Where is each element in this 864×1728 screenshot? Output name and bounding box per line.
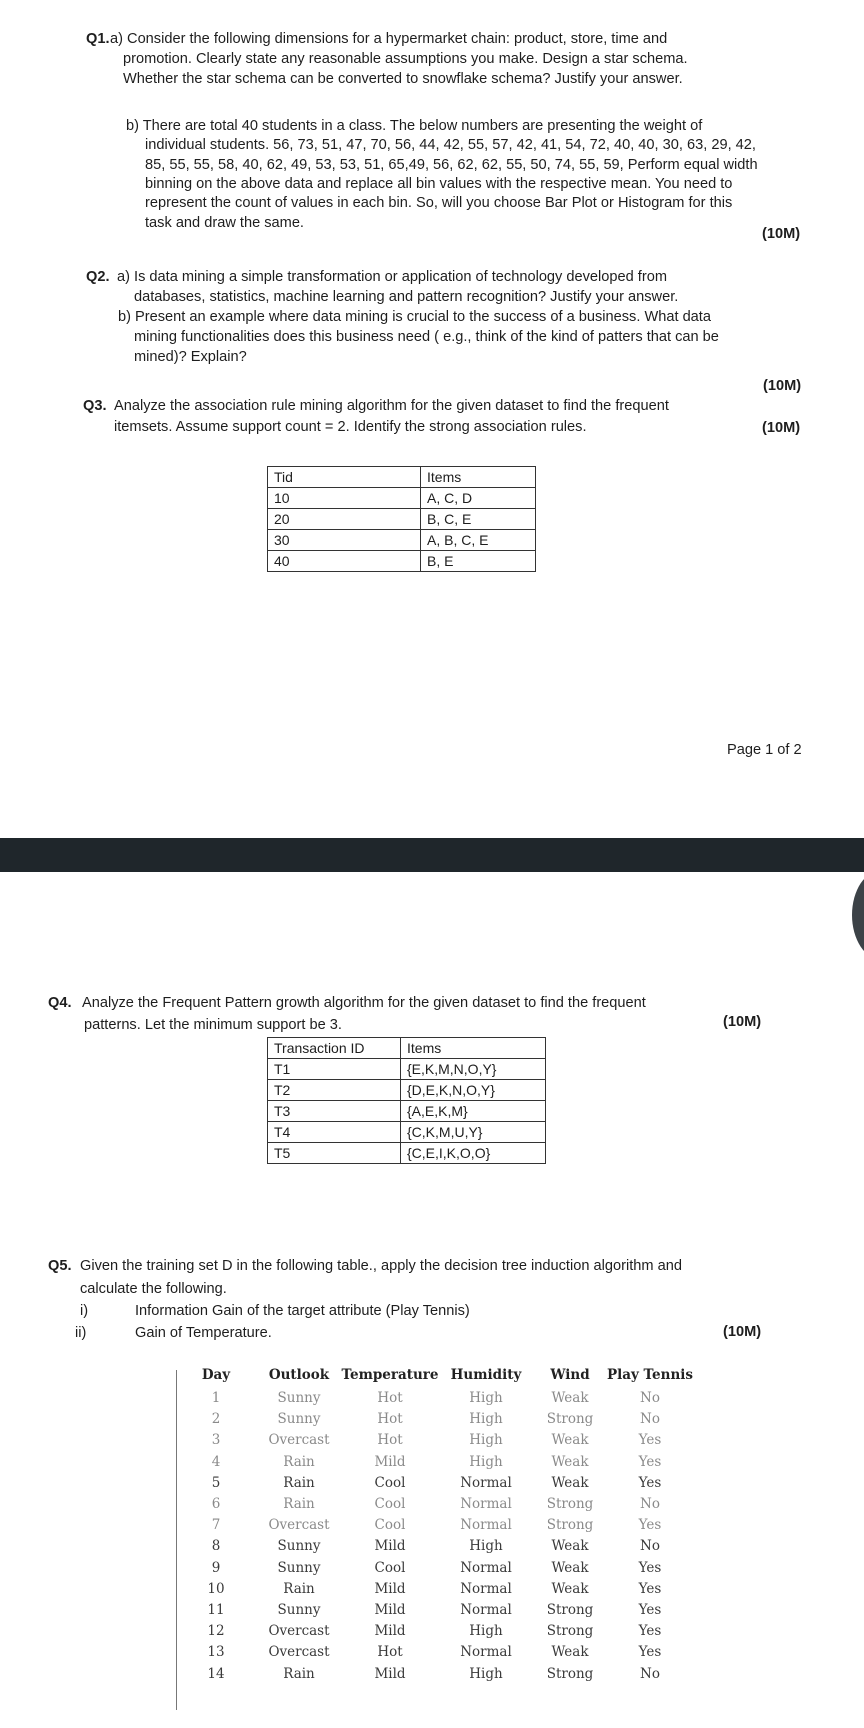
table-row	[268, 509, 536, 530]
table-header-cell: Play Tennis	[606, 1367, 694, 1383]
table-header-cell: Items	[421, 467, 536, 488]
table-row	[268, 1059, 546, 1080]
table-cell: Overcast	[268, 1644, 330, 1661]
table-cell: B, E	[421, 551, 536, 572]
q3-marks: (10M)	[762, 420, 801, 436]
table-cell: Mild	[374, 1665, 406, 1682]
q1-marks: (10M)	[762, 226, 801, 242]
table-cell: Normal	[460, 1474, 512, 1491]
q2-number: Q2.	[86, 269, 110, 285]
q4-line-2: patterns. Let the minimum support be 3.	[84, 1017, 342, 1033]
table-header-cell: Items	[401, 1038, 546, 1059]
table-cell: 1	[211, 1390, 221, 1406]
table-cell: Weak	[551, 1580, 589, 1597]
table-cell: Yes	[638, 1559, 662, 1576]
q3-line-2: itemsets. Assume support count = 2. Identify the strong association rules.	[114, 419, 587, 435]
table-cell: Rain	[283, 1665, 315, 1682]
table-cell: Weak	[551, 1474, 589, 1491]
table-row	[268, 551, 536, 572]
table-cell: T5	[268, 1143, 401, 1164]
q5-marks: (10M)	[723, 1324, 762, 1340]
table-cell: 20	[268, 509, 421, 530]
table-cell: T2	[268, 1080, 401, 1101]
table-cell: Sunny	[277, 1538, 321, 1555]
table-header-cell: Wind	[550, 1367, 590, 1383]
table-cell: 14	[207, 1665, 225, 1682]
table-cell: {A,E,K,M}	[401, 1101, 546, 1122]
table-row	[268, 488, 536, 509]
q5-item-2-label: ii)	[75, 1325, 87, 1341]
table-cell: Yes	[638, 1623, 662, 1640]
q2-b-line-3: mined)? Explain?	[134, 349, 247, 365]
table-cell: Yes	[638, 1580, 662, 1597]
table-cell: No	[640, 1496, 660, 1512]
table-cell: Weak	[551, 1453, 589, 1470]
table-row	[172, 1496, 702, 1518]
table-cell: 13	[207, 1644, 225, 1661]
table-cell: A, B, C, E	[421, 530, 536, 551]
table-cell: Strong	[546, 1496, 594, 1512]
page-footer: Page 1 of 2	[727, 742, 802, 758]
q1-b-line-3: 85, 55, 55, 58, 40, 62, 49, 53, 53, 51, 65,49, 56, 62, 62, 55, 50, 74, 55, 59, Perform equal width	[145, 157, 758, 173]
q5-item-1-text: Information Gain of the target attribute (Play Tennis)	[135, 1303, 470, 1319]
table-cell: 5	[211, 1474, 221, 1491]
q1-b-line-2: individual students. 56, 73, 51, 47, 70, 56, 44, 42, 55, 57, 42, 41, 54, 72, 40, 40, 30, 63, 29, 42,	[145, 137, 756, 153]
table-cell: Yes	[638, 1644, 662, 1661]
table-cell: High	[469, 1390, 503, 1406]
table-cell: Strong	[546, 1602, 594, 1618]
q4-marks: (10M)	[723, 1014, 762, 1030]
table-cell: 30	[268, 530, 421, 551]
table-cell: No	[640, 1390, 660, 1406]
q4-table	[267, 1037, 546, 1164]
table-row	[172, 1623, 702, 1645]
table-cell: No	[640, 1665, 660, 1682]
table-cell: 40	[268, 551, 421, 572]
page-divider	[0, 838, 864, 872]
table-cell: Normal	[460, 1580, 512, 1597]
table-cell: Weak	[551, 1538, 589, 1555]
scroll-handle[interactable]	[852, 870, 864, 960]
q1-number: Q1.	[86, 31, 110, 47]
table-cell: Rain	[283, 1496, 315, 1512]
table-cell: Yes	[638, 1453, 662, 1470]
table-row	[268, 1080, 546, 1101]
table-cell: High	[469, 1665, 503, 1682]
table-cell: 6	[211, 1496, 221, 1512]
table-cell: {E,K,M,N,O,Y}	[401, 1059, 546, 1080]
table-header-cell: Temperature	[341, 1367, 439, 1383]
q2-b-line-1: b) Present an example where data mining is crucial to the success of a business. What data	[118, 309, 711, 325]
table-row	[172, 1390, 702, 1412]
q2-a-line-1: a) Is data mining a simple transformation or application of technology developed from	[117, 269, 667, 285]
table-cell: Hot	[377, 1411, 403, 1428]
q1-b-line-4: binning on the above data and replace all bin values with the respective mean. You need to	[145, 176, 733, 192]
q5-line-2: calculate the following.	[80, 1281, 227, 1297]
table-cell: {D,E,K,N,O,Y}	[401, 1080, 546, 1101]
q4-line-1: Analyze the Frequent Pattern growth algorithm for the given dataset to find the frequent	[82, 995, 646, 1011]
table-row	[268, 530, 536, 551]
table-cell: Rain	[283, 1580, 315, 1597]
table-cell: High	[469, 1538, 503, 1555]
table-cell: Yes	[638, 1517, 662, 1534]
table-row	[172, 1517, 702, 1539]
table-cell: Yes	[638, 1474, 662, 1491]
table-cell: 10	[268, 488, 421, 509]
table-cell: Rain	[283, 1474, 315, 1491]
q2-b-line-2: mining functionalities does this business need ( e.g., think of the kind of patters that can be	[134, 329, 719, 345]
table-cell: Normal	[460, 1559, 512, 1576]
table-cell: Weak	[551, 1559, 589, 1576]
table-cell: 12	[207, 1623, 225, 1640]
table-cell: Strong	[546, 1411, 594, 1428]
table-header-cell: Humidity	[450, 1367, 522, 1383]
q3-number: Q3.	[83, 398, 107, 414]
table-cell: Hot	[377, 1432, 403, 1449]
table-cell: B, C, E	[421, 509, 536, 530]
table-row	[172, 1602, 702, 1624]
table-row	[268, 1101, 546, 1122]
table-row	[172, 1475, 702, 1497]
table-row	[172, 1666, 702, 1688]
table-cell: Hot	[377, 1644, 403, 1661]
table-row	[172, 1581, 702, 1603]
table-cell: High	[469, 1623, 503, 1640]
table-cell: 3	[211, 1432, 221, 1449]
q3-line-1: Analyze the association rule mining algorithm for the given dataset to find the frequent	[114, 398, 669, 414]
table-cell: Mild	[374, 1602, 406, 1618]
table-row	[268, 1143, 546, 1164]
table-cell: Strong	[546, 1517, 594, 1534]
table-cell: Overcast	[268, 1623, 330, 1640]
table-cell: T1	[268, 1059, 401, 1080]
table-cell: A, C, D	[421, 488, 536, 509]
table-cell: 10	[207, 1580, 225, 1597]
q3-table	[267, 466, 536, 572]
table-cell: 8	[211, 1538, 221, 1555]
table-cell: Hot	[377, 1390, 403, 1406]
table-header-cell: Day	[201, 1367, 231, 1383]
table-row	[172, 1538, 702, 1560]
q1-b-line-6: task and draw the same.	[145, 215, 304, 231]
table-cell: Weak	[551, 1432, 589, 1449]
table-header-row	[268, 467, 536, 488]
table-cell: Sunny	[277, 1559, 321, 1576]
q1-a-line-3: Whether the star schema can be converted to snowflake schema? Justify your answer.	[123, 71, 683, 87]
table-cell: Mild	[374, 1623, 406, 1640]
table-cell: Cool	[374, 1517, 406, 1534]
table-cell: Normal	[460, 1602, 512, 1618]
q5-number: Q5.	[48, 1258, 72, 1274]
table-cell: Mild	[374, 1453, 406, 1470]
table-cell: Weak	[551, 1644, 589, 1661]
table-cell: Mild	[374, 1580, 406, 1597]
q2-a-line-2: databases, statistics, machine learning and pattern recognition? Justify your answer.	[134, 289, 679, 305]
table-cell: Overcast	[268, 1517, 330, 1534]
table-cell: Yes	[638, 1432, 662, 1449]
table-cell: T3	[268, 1101, 401, 1122]
table-cell: High	[469, 1432, 503, 1449]
table-cell: Sunny	[277, 1411, 321, 1428]
table-cell: Weak	[551, 1390, 589, 1406]
q2-marks: (10M)	[763, 378, 802, 394]
table-cell: 2	[211, 1411, 221, 1428]
table-cell: 11	[207, 1602, 225, 1618]
q1-b-line-1: b) There are total 40 students in a class. The below numbers are presenting the weight of	[126, 118, 703, 134]
table-cell: No	[640, 1411, 660, 1428]
table-cell: Cool	[374, 1496, 406, 1512]
table-cell: Sunny	[277, 1602, 321, 1618]
q1-b-line-5: represent the count of values in each bin. So, will you choose Bar Plot or Histogram for this	[145, 195, 733, 211]
q5-item-2-text: Gain of Temperature.	[135, 1325, 272, 1341]
table-row	[172, 1560, 702, 1582]
table-cell: High	[469, 1453, 503, 1470]
table-cell: No	[640, 1538, 660, 1555]
table-cell: T4	[268, 1122, 401, 1143]
table-header-row	[268, 1038, 546, 1059]
q5-line-1: Given the training set D in the following table., apply the decision tree induction algorithm and	[80, 1258, 682, 1274]
table-cell: Normal	[460, 1496, 512, 1512]
table-cell: Cool	[374, 1474, 406, 1491]
table-cell: Normal	[460, 1644, 512, 1661]
table-cell: 9	[211, 1559, 221, 1576]
table-row	[172, 1454, 702, 1476]
table-header-cell: Tid	[268, 467, 421, 488]
table-cell: {C,K,M,U,Y}	[401, 1122, 546, 1143]
table-cell: Strong	[546, 1665, 594, 1682]
table-cell: High	[469, 1411, 503, 1428]
q1-a-line-1: a) Consider the following dimensions for a hypermarket chain: product, store, time and	[110, 31, 668, 47]
table-cell: Yes	[638, 1602, 662, 1618]
table-header-row	[172, 1367, 702, 1389]
table-header-cell: Transaction ID	[268, 1038, 401, 1059]
table-row	[172, 1411, 702, 1433]
q4-number: Q4.	[48, 995, 72, 1011]
table-row	[172, 1644, 702, 1666]
table-cell: {C,E,I,K,O,O}	[401, 1143, 546, 1164]
q1-a-line-2: promotion. Clearly state any reasonable assumptions you make. Design a star schema.	[123, 51, 688, 67]
table-cell: Mild	[374, 1538, 406, 1555]
table-cell: 7	[211, 1517, 221, 1534]
table-cell: Rain	[283, 1453, 315, 1470]
table-cell: Overcast	[268, 1432, 330, 1449]
table-header-cell: Outlook	[268, 1367, 330, 1383]
table-cell: Sunny	[277, 1390, 321, 1406]
table-cell: Cool	[374, 1559, 406, 1576]
table-cell: Normal	[460, 1517, 512, 1534]
table-row	[172, 1432, 702, 1454]
table-cell: 4	[211, 1453, 221, 1470]
table-cell: Strong	[546, 1623, 594, 1640]
table-row	[268, 1122, 546, 1143]
q5-item-1-label: i)	[80, 1303, 89, 1319]
